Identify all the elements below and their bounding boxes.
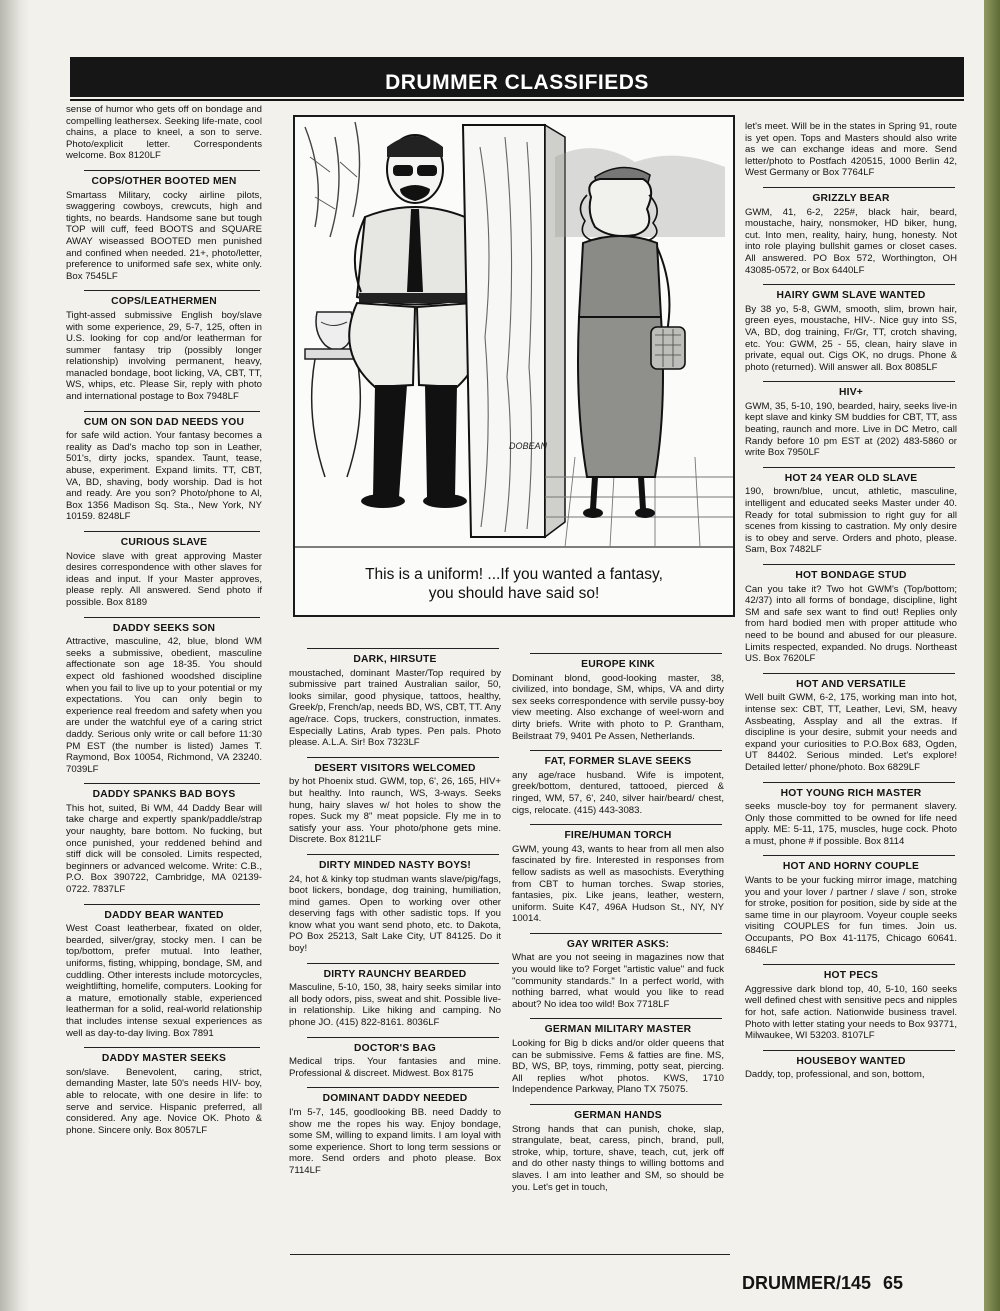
column-1 — [66, 104, 262, 1140]
ad-heading: DADDY MASTER SEEKS — [101, 1053, 227, 1065]
ad-divider — [530, 1104, 722, 1105]
classified-ad — [512, 653, 724, 742]
ad-divider — [84, 1047, 260, 1048]
classified-ad — [512, 933, 724, 1011]
ad-heading: GERMAN HANDS — [574, 1110, 662, 1121]
ad-body: Novice slave with great approving Master desires correspondence with other slaves for ideas and input. If your Master approves, please reply. All answered. Send photo if possible. Box 8189 — [66, 550, 262, 608]
ad-heading: DADDY SPANKS BAD BOYS — [92, 789, 236, 801]
ad-heading: FIRE/HUMAN TORCH — [564, 830, 672, 842]
classified-ad — [289, 757, 501, 846]
section-title: DRUMMER CLASSIFIEDS — [385, 71, 649, 94]
ad-divider — [530, 1018, 722, 1019]
ad-heading: HIV+ — [839, 387, 863, 399]
ad-body: let's meet. Will be in the states in Spring 91, route is yet open. Tops and Masters should also write as we can exchange ideas and more. Send letter/photo to Postfach 420515, 1000 Berlin 42, West Germany or Box 7764LF — [745, 121, 957, 179]
ad-divider — [84, 170, 260, 171]
ad-divider — [763, 284, 955, 285]
ad-body: Attractive, masculine, 42, blue, blond WM seeks a submissive, obedient, masculine affectionate son age 18-35. You should expect old fashioned woodshed discipline when you fail to live up to your potential or my expectations. You can only begin to experience real freedom and safety when you are under the watchful eye of a caring strict daddy. Serious only write or call before 11:30 PM EST (the number is listed) James T. Raymond, Box 10054, Richmond, VA 23240. 7039LF — [66, 636, 262, 775]
column-4 — [745, 121, 957, 1085]
classified-ad — [745, 673, 957, 774]
ad-divider — [763, 782, 955, 783]
ad-divider — [307, 963, 499, 964]
ad-body: moustached, dominant Master/Top required by submissive part trained Australian sailor, 50, looks similar, good physique, tattoos, healthy, Greek/p, French/ap, needs BD, WS, CBT, TT. Any age/race. Cops, truckers, construction, inmates. Especially Latins, Arab types. Pen pals. Photo please. A.L.A. Sir! Box 7323LF — [289, 667, 501, 749]
ad-body: sense of humor who gets off on bondage and compelling leathersex. Seeking life-mate, cool chains, a place to kneel, a son to serve. Photo/explicit letter. Correspondents welcome. Box 8120LF — [66, 104, 262, 162]
ad-heading: DADDY SEEKS SON — [112, 622, 216, 634]
classified-ad — [745, 964, 957, 1042]
classified-ad — [289, 854, 501, 955]
ad-body: Dominant blond, good-looking master, 38, civilized, into bondage, SM, whips, VA and dirty sex seeks correspondence with servile pussy-boy view meeting. Also exchange of weel-worn and dirty briefs. Write with photo to P. Grantham, Beilstraat 79, 9401 Pe Assen, Netherlands. — [512, 672, 724, 742]
ad-body: This hot, suited, Bi WM, 44 Daddy Bear will take charge and expertly spank/paddle/strap your naughty, bare bottom. No fucking, but once punished, your reddened behind and stiff dick will be consoled. Limits respected, beginners or advanced welcome. Write: C.B., P.O. Box 390722, Cambridge, MA 02139-0722. 7837LF — [66, 802, 262, 896]
ad-divider — [763, 1050, 955, 1051]
ad-heading: HOT AND HORNY COUPLE — [782, 861, 920, 873]
classified-ad — [512, 1104, 724, 1193]
ad-body: Daddy, top, professional, and son, bottom, — [745, 1069, 925, 1081]
ad-divider — [763, 855, 955, 856]
ad-heading: DOMINANT DADDY NEEDED — [322, 1093, 468, 1105]
ad-body: Strong hands that can punish, choke, slap, strangulate, beat, caress, pinch, brand, pull, stroke, whip, torture, shave, teach, cut, jerk off and do other nasty things to willing bottoms and slaves. I am into leather and SM, so should be you. Let's get in touch, — [512, 1123, 724, 1193]
ad-body: West Coast leatherbear, fixated on older, bearded, silver/gray, stocky men. I can be top/bottom, prefer mutual. Into leather, uniforms, fisting, whipping, bondage, SM, and cuddling. Other interests include motorcycles, weightlifting, homelife, computers. Looking for a mature, emotionally stable, experienced leatherman for a solid, real-world relationship that includes intense sexual experiences as well as day-to-day living. Box 7891 — [66, 923, 262, 1039]
ad-heading: COPS/LEATHERMEN — [111, 296, 217, 308]
ad-heading: HOUSEBOY WANTED — [796, 1055, 906, 1067]
classified-ad — [289, 648, 501, 749]
classified-ad — [512, 750, 724, 816]
ad-divider — [530, 653, 722, 654]
ad-body: for safe wild action. Your fantasy becomes a reality as Dad's macho top son in Leather, 501's, dirty jocks, spandex. Taunt, tease, abuse, experiment. Expand limits. TT, CBT, VA, BD, shaving, body worship. Dad is hot and ready. Are you son? Photo/phone to Al, Box 1356 Madison Sq. Sta., New York, NY 10159. 8248LF — [66, 430, 262, 523]
ad-divider — [530, 750, 722, 751]
ad-heading: HOT PECS — [823, 970, 879, 982]
ad-body: 24, hot & kinky top studman wants slave/pig/fags, boot lickers, bondage, dog training, humiliation, mind games. Open to working over other deserving fags with other sadistic tops. If you know what you want send photo, etc. to Dakota, PO Box 25213, Salt Lake City, UT 84125. Do it boy! — [289, 873, 501, 955]
page-edge — [984, 0, 1000, 1311]
ad-body: Aggressive dark blond top, 40, 5-10, 160 seeks well defined chest with sensitive pecs and nipples for hot, safe action. Nationwide business travel. Photo with letter stating your needs to Box 93771, Milwaukee, WI 53203. 8107LF — [745, 983, 957, 1042]
page-gutter-shadow — [0, 0, 30, 1311]
classified-ad — [512, 824, 724, 925]
ad-heading: COPS/OTHER BOOTED MEN — [91, 175, 237, 187]
ad-heading: DARK, HIRSUTE — [353, 654, 437, 665]
ad-divider — [763, 964, 955, 965]
ad-body: Smartass Military, cocky airline pilots, swaggering cowboys, crewcuts, high and tights, no beards. Handsome sane but tough TOP will cuff, feed BOOTS and SQUARE AWAY wiseassed BOOTED men punished and confined when needed. 21+, photo/letter, preference to uniformed safe sex, white only. Box 7545LF — [66, 189, 262, 282]
caption-line-1: This is a uniform! ...If you wanted a fantasy, — [365, 566, 663, 583]
ad-heading: DOCTOR'S BAG — [354, 1042, 436, 1054]
ad-heading: DIRTY MINDED NASTY BOYS! — [318, 859, 472, 871]
ad-body: Can you take it? Two hot GWM's (Top/bottom; 42/37) into all forms of bondage, discipline, light SM and safe sex want to find out! Replies only from hard bodied men with proper attitude who need to be bound and abused for our pleasure. Limits respected, expanded. No drugs. Northeast US. Box 7620LF — [745, 583, 957, 665]
ad-heading: HOT BONDAGE STUD — [795, 570, 907, 581]
ad-divider — [307, 1037, 499, 1038]
ad-body: any age/race husband. Wife is impotent, greek/bottom, dentured, tattooed, pierced & ringed, WM, 57, 6', 240, silver hair/beard/ chest, cigs, relocate. (415) 443-3083. — [512, 769, 724, 816]
header-rule — [70, 99, 964, 101]
ad-divider — [307, 854, 499, 855]
ad-body: I'm 5-7, 145, goodlooking BB. need Daddy to show me the ropes his way. Enjoy bondage, some SM, willing to expand limits. I am loyal with some experience. Short to long term sessions or more. Send orders and photo please. Box 7114LF — [289, 1107, 501, 1176]
ad-body: GWM, young 43, wants to hear from all men also fascinated by fire. Interested in responses from fellow sadists as well as masochists. Everything from CBT to human torches. Swap stories, fantasies, pix. Like jeans, leather, western, uniform. Suite K47, 496A Hudson St., NY, NY 10014. — [512, 843, 724, 925]
classified-ad — [66, 531, 262, 609]
ad-divider — [763, 673, 955, 674]
ad-heading: EUROPE KINK — [581, 659, 655, 670]
ad-divider — [84, 617, 260, 618]
caption-line-2: you should have said so! — [428, 585, 600, 602]
ad-heading: DADDY BEAR WANTED — [104, 909, 224, 921]
page-footer — [742, 1270, 970, 1296]
ad-body: by hot Phoenix stud. GWM, top, 6', 26, 165, HIV+ but healthy. Into raunch, WS, 3-ways. Seeks hung, hairy slaves w/ hot holes to show the ropes. Suck my 8" meat popsicle. Fly me in to satisfy your ass. Your photo/phone gets mine. Discrete. Box 8121LF — [289, 776, 501, 846]
classified-ad — [289, 1037, 501, 1080]
ad-divider — [763, 467, 955, 468]
column-3 — [512, 645, 724, 1197]
cartoon-caption — [295, 565, 733, 603]
ad-heading: CUM ON SON DAD NEEDS YOU — [83, 416, 245, 428]
classified-ad — [289, 1087, 501, 1176]
classified-ad — [66, 411, 262, 523]
ad-heading: FAT, FORMER SLAVE SEEKS — [544, 756, 692, 768]
column-2 — [289, 640, 501, 1181]
ad-body: By 38 yo, 5-8, GWM, smooth, slim, brown hair, green eyes, moustache, HIV-. Nice guy into SS, VA, BD, dog training, Fr/Gr, TT, crotch shaving, etc. You: GWM, 25 - 55, clean, hairy slave in private, equal out. Cigs OK, no drugs. Phone & photo (returned). Will answer all. Box 8085LF — [745, 303, 957, 373]
ad-heading: HOT AND VERSATILE — [796, 678, 906, 690]
ad-divider — [763, 187, 955, 188]
ad-divider — [84, 783, 260, 784]
classified-ad — [66, 170, 262, 282]
cartoon-illustration — [293, 115, 735, 617]
ad-body: 190, brown/blue, uncut, athletic, masculine, intelligent and educated seeks Master under 40. Ready for total submission to right guy for all scenes from kissing to castration. My only desire is to obey and serve. Orders and photo, please. Sam, Box 7482LF — [745, 486, 957, 556]
ad-divider — [84, 904, 260, 905]
classified-ad — [66, 783, 262, 895]
ad-divider — [307, 1087, 499, 1088]
classified-ad — [745, 855, 957, 956]
ad-body: son/slave. Benevolent, caring, strict, demanding Master, late 50's needs HIV- boy, able to relocate, with one desire in life: to serve and service. Hispanic preferred, all considered. Any age. Novice OK. Photo & phone. Sincere only. Box 8057LF — [66, 1066, 262, 1136]
ad-heading: CURIOUS SLAVE — [120, 537, 208, 548]
footer-magazine: DRUMMER/145 — [742, 1272, 872, 1293]
ad-divider — [84, 531, 260, 532]
classified-ad — [745, 381, 957, 459]
classified-ad — [66, 904, 262, 1040]
classified-ad — [745, 187, 957, 276]
ad-body: seeks muscle-boy toy for permanent slavery. Only those committed to be owned for life need apply. ME: 5-11, 175, muscles, huge cock. Photo a must, phone # if possible. Box 8114 — [745, 801, 957, 847]
cartoon-signature: DOBEAN — [509, 441, 548, 451]
classified-ad — [745, 564, 957, 665]
ad-divider — [307, 757, 499, 758]
classified-ad — [66, 1047, 262, 1136]
ad-heading: HOT YOUNG RICH MASTER — [780, 787, 922, 799]
ad-heading: GAY WRITER ASKS: — [566, 938, 670, 950]
ad-heading: HOT 24 YEAR OLD SLAVE — [784, 472, 918, 484]
classified-ad — [66, 290, 262, 402]
classified-ad — [66, 104, 262, 162]
ad-body: Well built GWM, 6-2, 175, working man into hot, intense sex: CBT, TT, Leather, Levi, SM, heavy Assbeating, Assplay and all the extras. If discipline is your desire, submit your needs and expand your curiosities to P.O.Box 683, Ogden, UT 84402. Serious minded. Let's explore! Detailed letter/ phone/photo. Box 6829LF — [745, 692, 957, 773]
ad-heading: DESERT VISITORS WELCOMED — [314, 762, 476, 774]
ad-body: Tight-assed submissive English boy/slave with some experience, 29, 5-7, 125, often in U.S. looking for cop and/or leatherman for summer fantasy trip (possibly longer relationship) involving permanent, heavy, manacled bondage, boot licking, VA, CBT, TT, WS, whips, etc. Please Sir, reply with photo and international postage to Box 7948LF — [66, 309, 262, 403]
ad-body: GWM, 35, 5-10, 190, bearded, hairy, seeks live-in kept slave and kinky SM buddies for CBT, TT, ass beating, raunch and more. Live in DC Metro, call Randy before 10 pm EST at (202) 483-5860 or write Box 7950LF — [745, 400, 957, 459]
section-header — [70, 57, 964, 97]
ad-body: Medical trips. Your fantasies and mine. Professional & discreet. Midwest. Box 8175 — [289, 1056, 501, 1079]
ad-heading: GERMAN MILITARY MASTER — [544, 1024, 692, 1036]
ad-body: What are you not seeing in magazines now that you would like to? Forget "artistic value" and fuck "community standards." In a perfect world, with nothing barred, what would you like to read about? No idea too wild! Box 7718LF — [512, 952, 724, 1010]
ad-body: Masculine, 5-10, 150, 38, hairy seeks similar into all body odors, piss, sweat and shit. Possible live-in relationship. Like hiking and camping. No phone JO. (415) 822-8161. 8036LF — [289, 982, 501, 1029]
classified-ad — [512, 1018, 724, 1096]
classified-ad — [745, 284, 957, 373]
ad-heading: GRIZZLY BEAR — [812, 192, 890, 204]
column-bottom-rule — [290, 1254, 730, 1255]
ad-divider — [530, 933, 722, 934]
classified-ad — [745, 1050, 957, 1081]
page-number: 65 — [883, 1272, 904, 1293]
ad-divider — [84, 411, 260, 412]
ad-body: Looking for Big b dicks and/or older queens that can be submissive. Fems & fatties are fine. MS, BD, WS, BP, toys, rimming, potty seat, piercing. All replies w/hot photos. KWS, 1710 Independence Parkway, Plano TX 75075. — [512, 1038, 724, 1096]
ad-body: GWM, 41, 6-2, 225#, black hair, beard, moustache, hairy, nonsmoker, HD biker, hung, cut. Into men, reality, hairy, hung, honesty. Not into role playing bullshit games or closet cases. All answered. PO Box 572, Worthington, OH 43085-0572, or Box 6440LF — [745, 206, 957, 276]
ad-heading: DIRTY RAUNCHY BEARDED — [323, 968, 467, 980]
ad-divider — [307, 648, 499, 649]
ad-divider — [530, 824, 722, 825]
ad-divider — [763, 381, 955, 382]
classified-ad — [66, 617, 262, 776]
classified-ad — [745, 121, 957, 179]
ad-divider — [763, 564, 955, 565]
classified-ad — [289, 963, 501, 1029]
ad-body: Wants to be your fucking mirror image, matching you and your lover / partner / slave / son, stroke for stroke, position for position, side by side at the same time in our playroom. Voyeur couple seeks visiting COUPLES for fun times. Join us. Occupants, PO Box 41-1175, Chicago 60641. 6846LF — [745, 875, 957, 956]
classified-ad — [745, 467, 957, 556]
classified-ad — [745, 782, 957, 848]
ad-heading: HAIRY GWM SLAVE WANTED — [776, 290, 926, 302]
ad-divider — [84, 290, 260, 291]
cartoon-drawing — [295, 117, 733, 615]
